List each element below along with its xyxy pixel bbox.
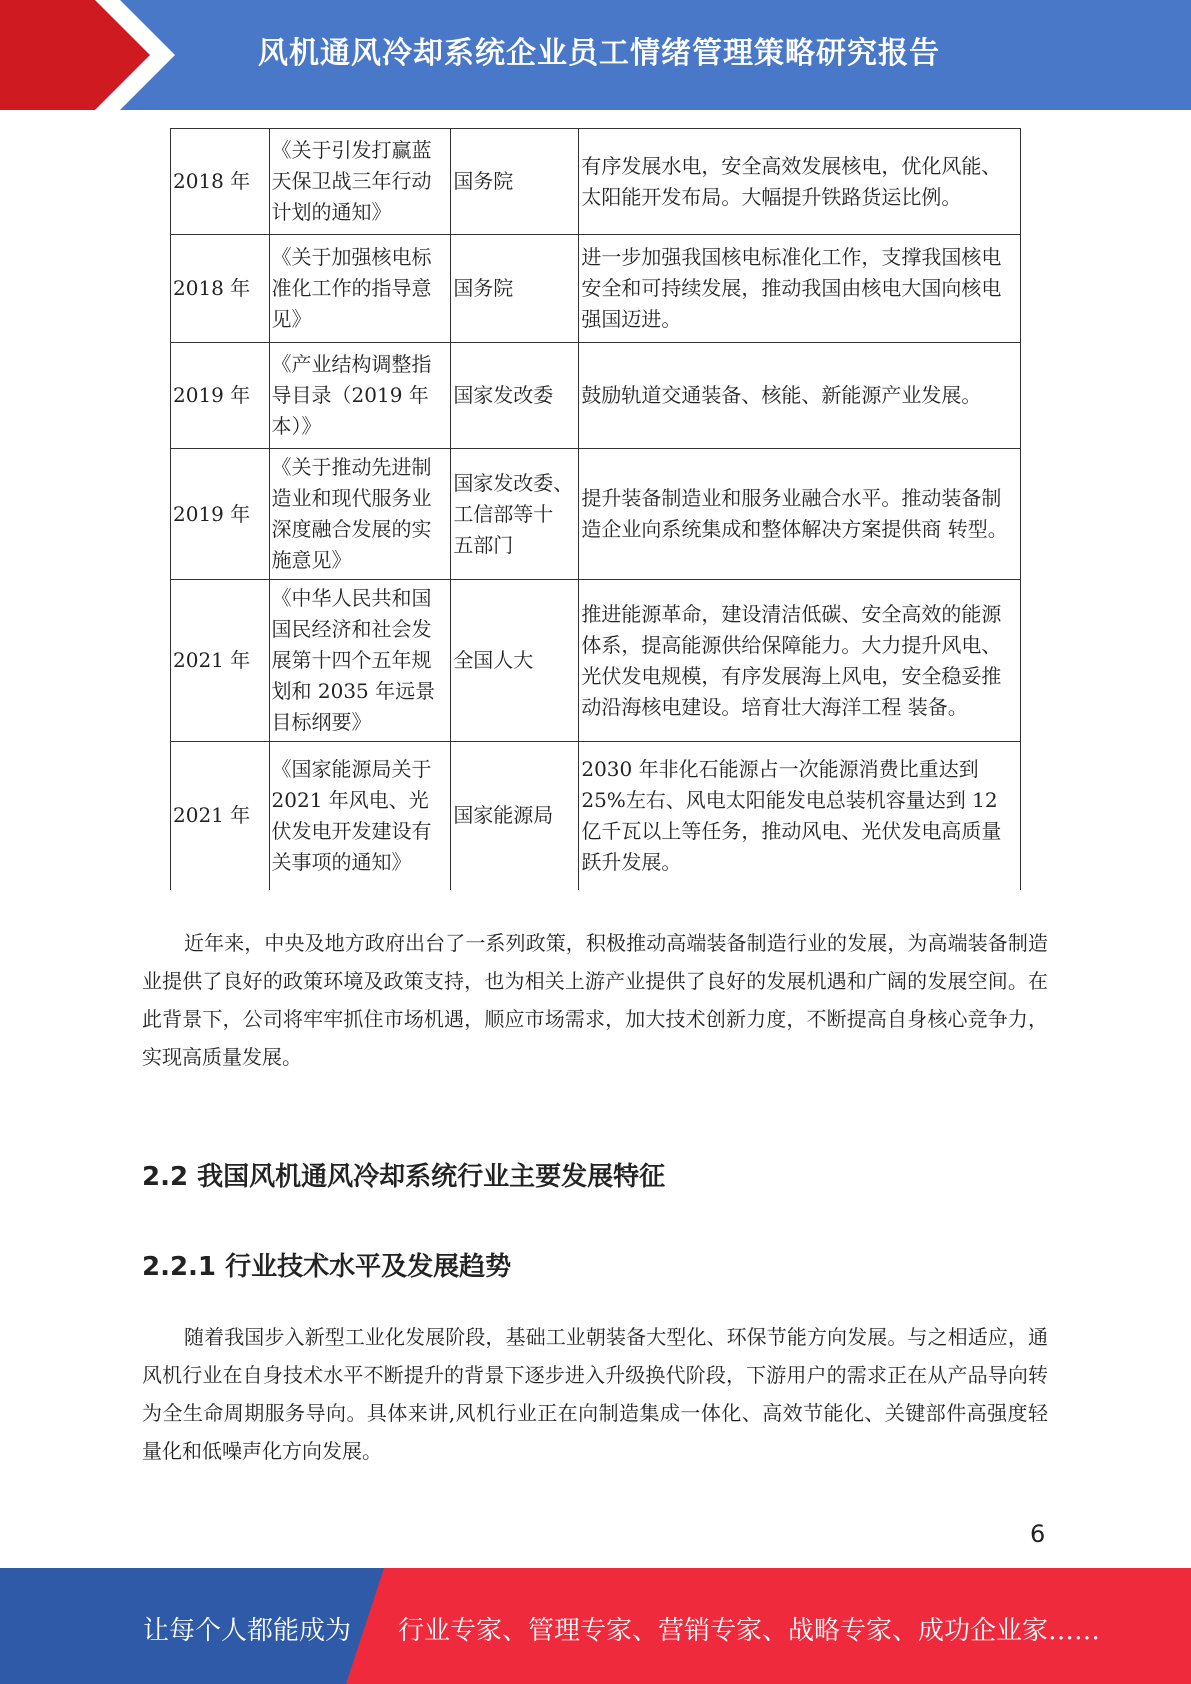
cell-document: 《关于加强核电标准化工作的指导意见》 <box>269 235 451 343</box>
policy-table <box>170 128 1021 890</box>
footer-slogan-left: 让每个人都能成为 <box>143 1616 352 1646</box>
cell-document: 《国家能源局关于 2021 年风电、光伏发电开发建设有关事项的通知》 <box>269 742 451 890</box>
footer-slogan-right: 行业专家、管理专家、营销专家、战略专家、成功企业家…… <box>398 1616 1101 1646</box>
header-title: 风机通风冷却系统企业员工情绪管理策略研究报告 <box>258 36 940 71</box>
cell-description: 提升装备制造业和服务业融合水平。推动装备制造企业向系统集成和整体解决方案提供商 转型。 <box>579 449 1021 580</box>
table-row <box>171 343 1021 449</box>
tech-trend-paragraph: 随着我国步入新型工业化发展阶段，基础工业朝装备大型化、环保节能方向发展。与之相适应，通风机行业在自身技术水平不断提升的背景下逐步进入升级换代阶段，下游用户的需求正在从产品导向转为全生命周期服务导向。具体来讲,风机行业正在向制造集成一体化、高效节能化、关键部件高强度轻量化和低噪声化方向发展。 <box>142 1325 1048 1463</box>
cell-year: 2019 年 <box>171 343 270 449</box>
policy-summary-paragraph: 近年来，中央及地方政府出台了一系列政策，积极推动高端装备制造行业的发展，为高端装备制造业提供了良好的政策环境及政策支持，也为相关上游产业提供了良好的发展机遇和广阔的发展空间。在此背景下，公司将牢牢抓住市场机遇，顺应市场需求，加大技术创新力度，不断提高自身核心竞争力，实现高质量发展。 <box>142 931 1048 1069</box>
cell-document: 《中华人民共和国国民经济和社会发展第十四个五年规划和 2035 年远景目标纲要》 <box>269 580 451 742</box>
cell-issuer: 国家发改委 <box>451 343 579 449</box>
page-footer <box>0 1568 1191 1684</box>
table-row <box>171 129 1021 235</box>
cell-description: 推进能源革命，建设清洁低碳、安全高效的能源体系，提高能源供给保障能力。大力提升风电、光伏发电规模，有序发展海上风电，安全稳妥推动沿海核电建设。培育壮大海洋工程 装备。 <box>579 580 1021 742</box>
table-row <box>171 235 1021 343</box>
cell-issuer: 国务院 <box>451 129 579 235</box>
cell-document: 《关于引发打赢蓝天保卫战三年行动计划的通知》 <box>269 129 451 235</box>
cell-issuer: 国家发改委、 工信部等十 五部门 <box>451 449 579 580</box>
page-number: 6 <box>1030 1520 1046 1548</box>
cell-year: 2018 年 <box>171 235 270 343</box>
section-heading-2-2-1: 2.2.1 行业技术水平及发展趋势 <box>142 1252 512 1282</box>
cell-year: 2021 年 <box>171 580 270 742</box>
cell-issuer: 全国人大 <box>451 580 579 742</box>
table-row <box>171 449 1021 580</box>
cell-description: 鼓励轨道交通装备、核能、新能源产业发展。 <box>579 343 1021 449</box>
cell-year: 2021 年 <box>171 742 270 890</box>
page-header <box>0 0 1191 110</box>
cell-year: 2018 年 <box>171 129 270 235</box>
cell-issuer: 国家能源局 <box>451 742 579 890</box>
cell-year: 2019 年 <box>171 449 270 580</box>
table-row <box>171 580 1021 742</box>
cell-description: 有序发展水电，安全高效发展核电，优化风能、 太阳能开发布局。大幅提升铁路货运比例。 <box>579 129 1021 235</box>
cell-document: 《关于推动先进制造业和现代服务业深度融合发展的实施意见》 <box>269 449 451 580</box>
section-heading-2-2: 2.2 我国风机通风冷却系统行业主要发展特征 <box>142 1162 666 1192</box>
cell-description: 进一步加强我国核电标准化工作，支撑我国核电安全和可持续发展，推动我国由核电大国向核电强国迈进。 <box>579 235 1021 343</box>
table-row <box>171 742 1021 890</box>
cell-description: 2030 年非化石能源占一次能源消费比重达到 25%左右、风电太阳能发电总装机容量达到 12 亿千瓦以上等任务，推动风电、光伏发电高质量跃升发展。 <box>579 742 1021 890</box>
cell-issuer: 国务院 <box>451 235 579 343</box>
cell-document: 《产业结构调整指导目录（2019 年本）》 <box>269 343 451 449</box>
